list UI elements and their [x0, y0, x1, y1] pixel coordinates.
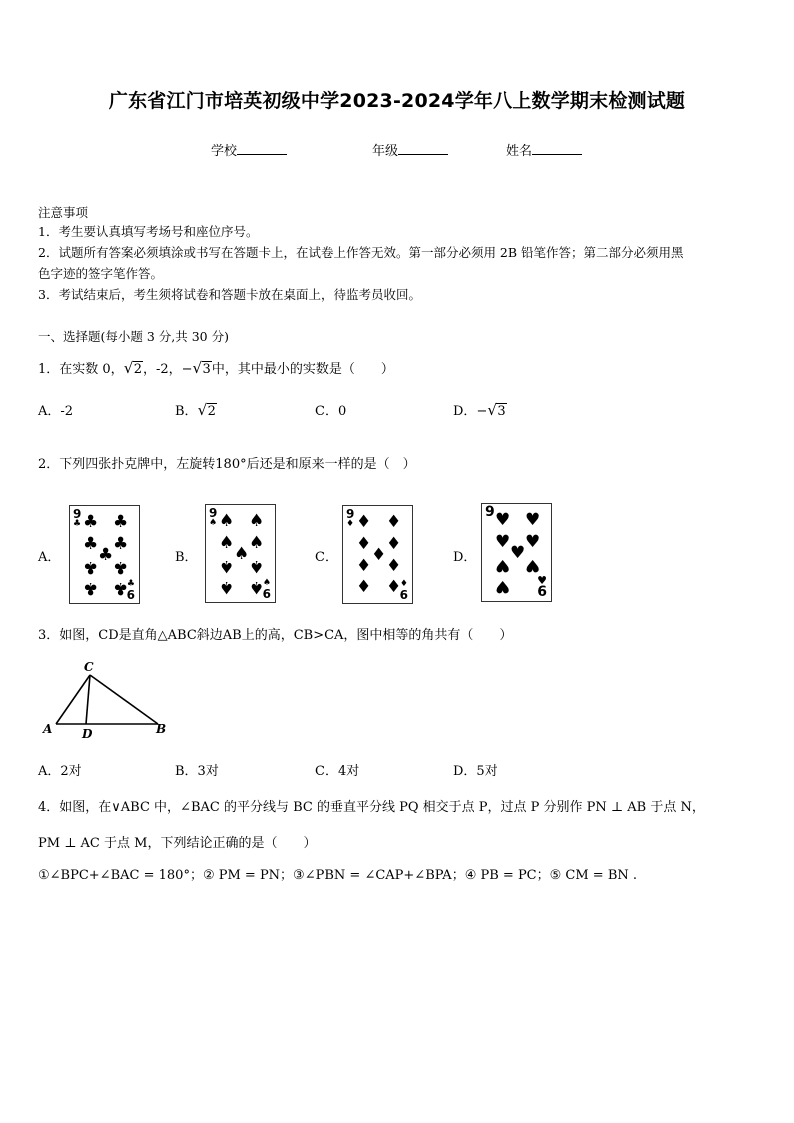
name-field — [506, 140, 582, 159]
sqrt-3: √ 3 — [192, 359, 211, 377]
card-d-nine-of-hearts — [481, 503, 552, 602]
club-icon: ♣ — [73, 519, 82, 529]
spade-icon: ♠ — [219, 556, 235, 576]
club-icon: ♣ — [98, 545, 114, 565]
school-blank — [237, 142, 287, 155]
side-ac — [56, 675, 90, 724]
diamond-icon: ♦ — [386, 556, 402, 576]
name-label: 姓名 — [506, 144, 533, 159]
spade-icon: ♠ — [249, 556, 265, 576]
q1-radicand-b: 3 — [202, 362, 211, 377]
card-c-index-top: 9 — [346, 507, 355, 521]
club-icon: ♣ — [126, 579, 135, 589]
heart-icon: ♥ — [495, 532, 511, 552]
diamond-icon: ♦ — [356, 512, 372, 532]
label-c: C — [84, 660, 94, 674]
label-b: B — [156, 722, 167, 736]
heart-icon: ♥ — [537, 574, 547, 587]
section-heading: 一、选择题(每小题 3 分,共 30 分) — [38, 329, 229, 344]
side-cb — [90, 675, 158, 724]
q1-option-b-rad: 2 — [207, 404, 216, 419]
question-2: 2．下列四张扑克牌中，左旋转180°后还是和原来一样的是（ ） — [38, 457, 416, 472]
spade-icon: ♠ — [219, 533, 235, 553]
q3-option-c: C．4对 — [315, 764, 360, 779]
q3-option-d: D．5对 — [453, 764, 498, 779]
heart-icon: ♥ — [495, 576, 511, 596]
notice-item-2-cont: 色字迹的签字笔作答。 — [38, 266, 164, 281]
altitude-cd — [86, 675, 90, 724]
diamond-icon: ♦ — [386, 512, 402, 532]
club-icon: ♣ — [113, 578, 129, 598]
q1-option-b-label: B． — [175, 404, 198, 419]
club-icon: ♣ — [83, 534, 99, 554]
card-d-index-top: 9 — [485, 504, 495, 520]
q1-option-d-sqrt: √ 3 — [487, 401, 506, 419]
notice-item-1: 1．考生要认真填写考场号和座位序号。 — [38, 224, 259, 239]
diamond-icon: ♦ — [346, 519, 355, 529]
label-d: D — [82, 727, 93, 740]
grade-field — [372, 140, 448, 159]
card-c-index-bottom: 6 — [399, 588, 408, 602]
question-4-line-2: PM ⊥ AC 于点 M，下列结论正确的是（ ） — [38, 836, 317, 851]
q1-mid: ，-2， — [142, 362, 182, 377]
page-title: 广东省江门市培英初级中学2023-2024学年八上数学期末检测试题 — [108, 90, 686, 112]
club-icon: ♣ — [83, 512, 99, 532]
diamond-icon: ♦ — [356, 577, 372, 597]
heart-icon: ♥ — [525, 510, 541, 530]
diamond-icon: ♦ — [371, 545, 387, 565]
heart-icon: ♥ — [525, 555, 541, 575]
notice-item-2: 2．试题所有答案必须填涂或书写在答题卡上，在试卷上作答无效。第一部分必须用 2B 铅笔作答；第二部分必须用黑 — [38, 245, 684, 260]
q2-option-a-label: A． — [38, 550, 61, 565]
q1-prefix: 1．在实数 0， — [38, 362, 124, 377]
heart-icon: ♥ — [510, 543, 526, 563]
q1-suffix: 中，其中最小的实数是（ ） — [211, 362, 394, 377]
sqrt-2: √ 2 — [123, 359, 142, 377]
club-icon: ♣ — [83, 557, 99, 577]
name-blank — [532, 142, 582, 155]
school-label: 学校 — [211, 144, 238, 159]
q1-option-b — [175, 400, 217, 419]
grade-label: 年级 — [372, 144, 399, 159]
heart-icon: ♥ — [525, 532, 541, 552]
notice-item-3: 3．考试结束后，考生须将试卷和答题卡放在桌面上，待监考员收回。 — [38, 287, 421, 302]
card-a-nine-of-clubs — [69, 505, 140, 604]
card-a-index-bottom: 6 — [126, 588, 135, 602]
q1-option-a: A．-2 — [38, 404, 74, 419]
diamond-icon: ♦ — [399, 579, 408, 589]
spade-icon: ♠ — [219, 511, 235, 531]
q1-option-c: C．0 — [315, 404, 347, 419]
q3-option-a: A．2对 — [38, 764, 82, 779]
q1-radicand-a: 2 — [133, 362, 142, 377]
question-1 — [38, 358, 394, 377]
card-b-index-top: 9 — [209, 506, 218, 520]
spade-icon: ♠ — [249, 511, 265, 531]
q1-option-d-rad: 3 — [497, 404, 506, 419]
diamond-icon: ♦ — [386, 577, 402, 597]
q1-option-b-sqrt: √ 2 — [197, 401, 216, 419]
spade-icon: ♠ — [262, 578, 271, 588]
q1-minus: − — [181, 362, 193, 377]
q2-option-b-label: B． — [175, 550, 198, 565]
q2-option-d-label: D． — [453, 550, 477, 565]
spade-icon: ♠ — [249, 533, 265, 553]
heart-icon: ♥ — [495, 555, 511, 575]
card-c-nine-of-diamonds — [342, 505, 413, 604]
q1-option-d-minus: − — [476, 404, 488, 419]
spade-icon: ♠ — [234, 544, 250, 564]
q1-option-d-label: D． — [453, 404, 477, 419]
q1-option-d — [453, 400, 507, 419]
question-4-line-1: 4．如图，在∨ABC 中，∠BAC 的平分线与 BC 的垂直平分线 PQ 相交于点 P，过点 P 分别作 PN ⊥ AB 于点 N， — [38, 800, 705, 815]
spade-icon: ♠ — [249, 577, 265, 597]
club-icon: ♣ — [113, 557, 129, 577]
notice-heading: 注意事项 — [38, 205, 89, 220]
label-a: A — [43, 722, 53, 736]
q3-triangle-figure — [38, 658, 173, 740]
card-b-nine-of-spades — [205, 504, 276, 603]
card-a-index-top: 9 — [73, 507, 82, 521]
q2-option-c-label: C． — [315, 550, 338, 565]
q3-option-b: B．3对 — [175, 764, 219, 779]
diamond-icon: ♦ — [386, 534, 402, 554]
spade-icon: ♠ — [219, 577, 235, 597]
spade-icon: ♠ — [209, 518, 218, 528]
club-icon: ♣ — [83, 578, 99, 598]
heart-icon: ♥ — [495, 510, 511, 530]
club-icon: ♣ — [113, 534, 129, 554]
grade-blank — [398, 142, 448, 155]
question-3: 3．如图，CD是直角△ABC斜边AB上的高，CB>CA，图中相等的角共有（ ） — [38, 628, 513, 643]
question-4-line-3: ①∠BPC+∠BAC = 180°；② PM = PN；③∠PBN = ∠CAP+∠BPA；④ PB = PC；⑤ CM = BN . — [38, 868, 638, 883]
card-d-index-bottom: 6 — [537, 584, 547, 600]
club-icon: ♣ — [113, 512, 129, 532]
school-field — [211, 140, 287, 159]
card-b-index-bottom: 6 — [262, 587, 271, 601]
diamond-icon: ♦ — [356, 534, 372, 554]
diamond-icon: ♦ — [356, 556, 372, 576]
